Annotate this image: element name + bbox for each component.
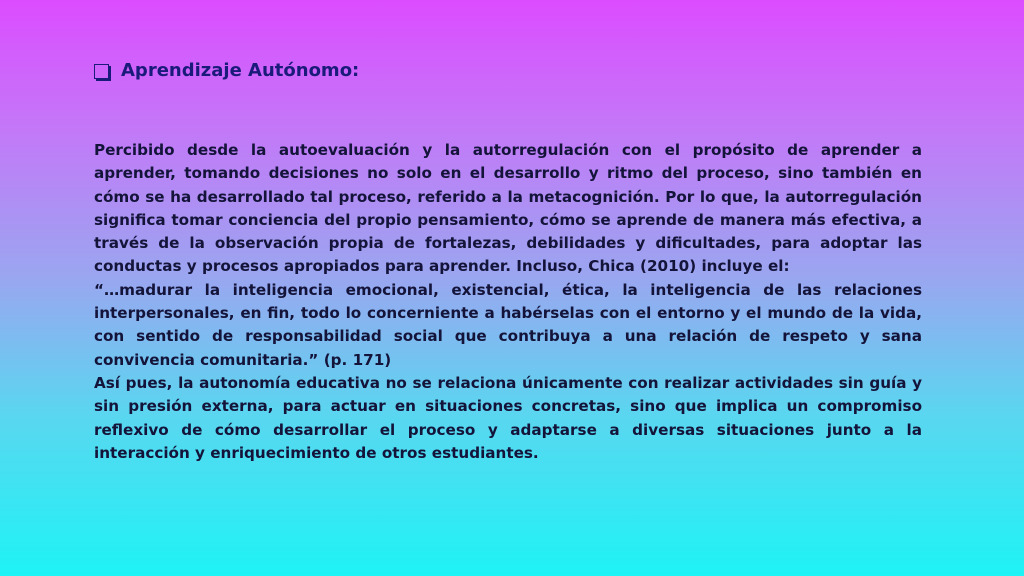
body-text bbox=[94, 139, 922, 465]
heading-title: Aprendizaje Autónomo: bbox=[121, 60, 360, 81]
paragraph-quote: “…madurar la inteligencia emocional, existencial, ética, la inteligencia de las relaciones interpersonales, en fin, todo lo concerniente a habérselas con el entorno y el mundo de la vida, con sentido de responsabilidad social que contribuya a una relación de respeto y sana convivencia comunitaria.” (p. 171) bbox=[94, 280, 922, 369]
checkbox-bullet-icon bbox=[94, 64, 109, 79]
paragraph-intro: Percibido desde la autoevaluación y la autorregulación con el propósito de aprender a aprender, tomando decisiones no solo en el desarrollo y ritmo del proceso, sino también en cómo se ha desarrollado tal proceso, referido a la metacognición. Por lo que, la autorregulación significa tomar conciencia del propio pensamiento, cómo se aprende de manera más efectiva, a través de la observación propia de fortalezas, debilidades y dificultades, para adoptar las conductas y procesos apropiados para aprender. Incluso, Chica (2010) incluye el: bbox=[94, 141, 922, 276]
paragraph-conclusion: Así pues, la autonomía educativa no se relaciona únicamente con realizar actividades sin guía y sin presión externa, para actuar en situaciones concretas, sino que implica un compromiso reflexivo de cómo desarrollar el proceso y adaptarse a diversas situaciones junto a la interacción y enriquecimiento de otros estudiantes. bbox=[94, 373, 922, 462]
slide-heading bbox=[94, 60, 359, 81]
